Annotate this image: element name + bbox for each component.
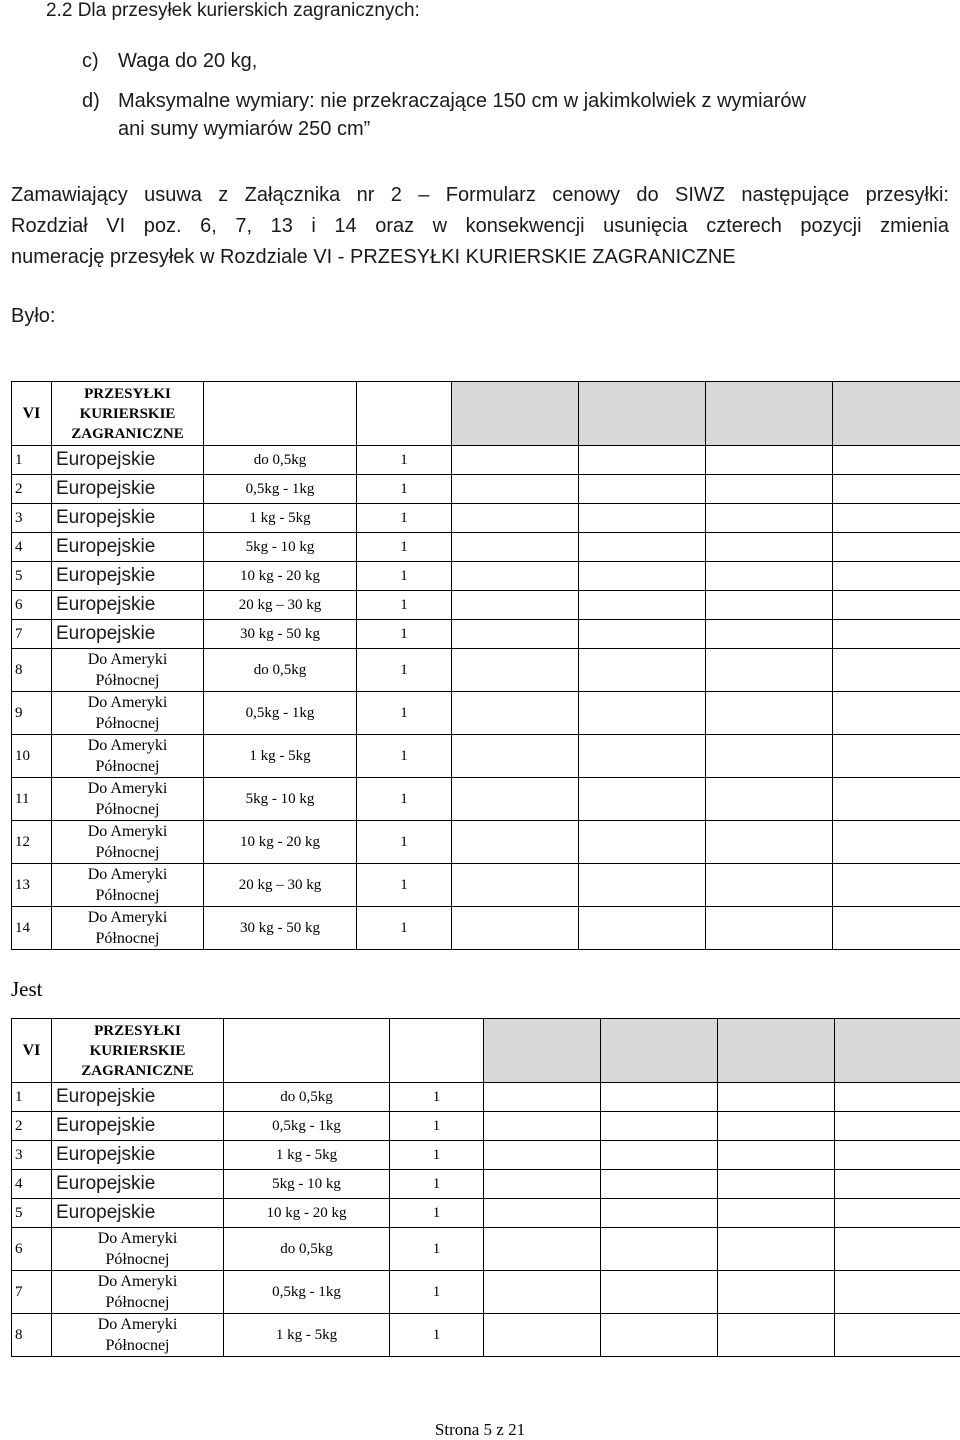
row-destination: Europejskie [52,446,204,475]
row-weight: 30 kg - 50 kg [204,907,357,950]
row-weight: 1 kg - 5kg [224,1314,390,1357]
row-destination: Europejskie [52,1083,224,1112]
paragraph [11,180,949,273]
row-empty-cell [706,504,833,533]
row-empty-cell [579,591,706,620]
row-quantity: 1 [390,1141,484,1170]
header-name-cell [52,382,204,446]
row-weight: 10 kg - 20 kg [204,562,357,591]
row-number: 14 [12,907,52,950]
row-empty-cell [835,1141,960,1170]
row-empty-cell [835,1271,960,1314]
row-weight: 30 kg - 50 kg [204,620,357,649]
header-name-cell [52,1019,224,1083]
row-destination-line-2: Północnej [95,844,160,861]
row-empty-cell [601,1228,718,1271]
row-destination: Europejskie [52,620,204,649]
row-weight: 10 kg - 20 kg [224,1199,390,1228]
row-number: 4 [12,533,52,562]
table-header-row [12,1019,960,1083]
row-weight: 1 kg - 5kg [224,1141,390,1170]
row-empty-cell [601,1170,718,1199]
row-weight: 20 kg – 30 kg [204,864,357,907]
row-number: 3 [12,1141,52,1170]
table-row [12,504,960,533]
row-destination: Europejskie [52,1112,224,1141]
header-empty-cell [452,382,579,446]
row-empty-cell [484,1228,601,1271]
row-empty-cell [601,1314,718,1357]
row-quantity: 1 [357,562,452,591]
row-empty-cell [833,907,960,950]
row-empty-cell [601,1083,718,1112]
row-weight: 0,5kg - 1kg [204,475,357,504]
row-quantity: 1 [357,620,452,649]
table-row [12,562,960,591]
row-destination-line-2: Północnej [95,887,160,904]
row-empty-cell [718,1228,835,1271]
row-number: 1 [12,1083,52,1112]
row-destination: Europejskie [52,562,204,591]
row-destination [52,1271,224,1314]
table-row [12,821,960,864]
row-empty-cell [452,821,579,864]
row-empty-cell [452,778,579,821]
row-quantity: 1 [357,778,452,821]
row-quantity: 1 [390,1199,484,1228]
row-empty-cell [579,475,706,504]
row-empty-cell [579,446,706,475]
row-weight: 20 kg – 30 kg [204,591,357,620]
row-empty-cell [718,1314,835,1357]
header-empty-cell [706,382,833,446]
row-quantity: 1 [357,821,452,864]
row-empty-cell [452,907,579,950]
row-number: 2 [12,475,52,504]
row-empty-cell [706,692,833,735]
row-empty-cell [579,504,706,533]
item-c-label: c) [82,50,99,72]
row-empty-cell [601,1141,718,1170]
row-empty-cell [484,1083,601,1112]
table-row [12,1112,960,1141]
row-destination-line-1: Do Ameryki [87,694,168,711]
row-weight: do 0,5kg [204,649,357,692]
row-empty-cell [706,562,833,591]
row-empty-cell [579,735,706,778]
table-row [12,1314,960,1357]
row-quantity: 1 [357,692,452,735]
row-empty-cell [484,1170,601,1199]
item-d-text-continued: ani sumy wymiarów 250 cm” [118,118,371,140]
row-destination [52,649,204,692]
row-destination-line-1: Do Ameryki [87,780,168,797]
row-weight: do 0,5kg [224,1228,390,1271]
row-destination-line-1: Do Ameryki [87,909,168,926]
row-quantity: 1 [390,1112,484,1141]
row-destination-line-2: Północnej [105,1294,170,1311]
paragraph-line-3: numerację przesyłek w Rozdziale VI - PRZESYŁKI KURIERSKIE ZAGRANICZNE [11,246,736,268]
row-destination [52,735,204,778]
row-weight: 1 kg - 5kg [204,735,357,778]
row-weight: 5kg - 10 kg [204,778,357,821]
row-weight: 5kg - 10 kg [224,1170,390,1199]
row-destination [52,1314,224,1357]
row-empty-cell [452,446,579,475]
row-empty-cell [706,864,833,907]
header-name-line: ZAGRANICZNE [71,425,184,442]
paragraph-line-1: Zamawiający usuwa z Załącznika nr 2 – Formularz cenowy do SIWZ następujące przesyłki: [11,184,949,206]
row-quantity: 1 [357,591,452,620]
row-weight: do 0,5kg [224,1083,390,1112]
row-number: 8 [12,649,52,692]
row-empty-cell [833,821,960,864]
row-weight: 0,5kg - 1kg [204,692,357,735]
row-empty-cell [706,649,833,692]
row-empty-cell [833,649,960,692]
row-empty-cell [484,1141,601,1170]
row-quantity: 1 [357,864,452,907]
row-empty-cell [833,475,960,504]
row-empty-cell [833,562,960,591]
row-destination [52,1228,224,1271]
row-quantity: 1 [357,475,452,504]
row-destination-line-1: Do Ameryki [87,737,168,754]
row-destination [52,778,204,821]
row-empty-cell [452,735,579,778]
row-quantity: 1 [357,907,452,950]
row-destination [52,692,204,735]
row-destination [52,907,204,950]
header-empty-cell [390,1019,484,1083]
row-quantity: 1 [390,1170,484,1199]
row-destination: Europejskie [52,591,204,620]
row-empty-cell [835,1199,960,1228]
item-d-label-visible: d) [82,90,100,112]
row-empty-cell [452,692,579,735]
row-empty-cell [718,1271,835,1314]
header-section-cell: VI [12,1019,52,1083]
row-empty-cell [452,562,579,591]
row-empty-cell [833,735,960,778]
row-empty-cell [452,649,579,692]
row-destination-line-2: Północnej [95,672,160,689]
row-number: 6 [12,591,52,620]
header-name-line: PRZESYŁKI [84,385,171,402]
row-number: 7 [12,1271,52,1314]
row-empty-cell [484,1199,601,1228]
row-destination: Europejskie [52,475,204,504]
row-number: 13 [12,864,52,907]
header-empty-cell [484,1019,601,1083]
row-empty-cell [706,475,833,504]
table-row [12,1271,960,1314]
row-destination: Europejskie [52,1199,224,1228]
row-destination-line-1: Do Ameryki [97,1273,178,1290]
row-empty-cell [833,504,960,533]
row-empty-cell [833,692,960,735]
row-empty-cell [718,1112,835,1141]
row-number: 4 [12,1170,52,1199]
row-number: 2 [12,1112,52,1141]
row-empty-cell [452,533,579,562]
table-row [12,591,960,620]
row-destination-line-2: Północnej [95,930,160,947]
header-empty-cell [579,382,706,446]
header-name-line: ZAGRANICZNE [81,1062,194,1079]
row-empty-cell [452,504,579,533]
table-bylo [11,381,960,950]
table-row [12,1228,960,1271]
row-empty-cell [718,1141,835,1170]
row-destination: Europejskie [52,504,204,533]
row-empty-cell [452,864,579,907]
table-row [12,649,960,692]
row-destination-line-1: Do Ameryki [87,866,168,883]
row-empty-cell [452,591,579,620]
row-quantity: 1 [357,504,452,533]
row-number: 7 [12,620,52,649]
table-header-row [12,382,960,446]
table-row [12,533,960,562]
header-name-line: PRZESYŁKI [94,1022,181,1039]
row-empty-cell [835,1170,960,1199]
row-weight: 0,5kg - 1kg [224,1112,390,1141]
row-empty-cell [833,591,960,620]
row-empty-cell [706,821,833,864]
row-empty-cell [452,475,579,504]
row-empty-cell [833,620,960,649]
row-destination-line-1: Do Ameryki [87,651,168,668]
row-destination-line-2: Północnej [95,801,160,818]
row-number: 6 [12,1228,52,1271]
row-weight: 0,5kg - 1kg [224,1271,390,1314]
section-heading: 2.2 Dla przesyłek kurierskich zagranicznych: [46,0,420,21]
row-quantity: 1 [357,649,452,692]
header-empty-cell [204,382,357,446]
row-weight: do 0,5kg [204,446,357,475]
row-empty-cell [706,446,833,475]
row-empty-cell [484,1271,601,1314]
header-name-line: KURIERSKIE [89,1042,186,1059]
row-empty-cell [835,1112,960,1141]
bylo-label: Było: [11,305,56,327]
header-empty-cell [357,382,452,446]
page-number: Strona 5 z 21 [434,1420,526,1439]
table-row [12,1083,960,1112]
header-empty-cell [718,1019,835,1083]
row-quantity: 1 [357,735,452,778]
header-section-cell: VI [12,382,52,446]
item-d [82,90,904,113]
row-empty-cell [835,1228,960,1271]
row-destination: Europejskie [52,1170,224,1199]
header-empty-cell [835,1019,960,1083]
row-quantity: 1 [390,1228,484,1271]
row-weight: 5kg - 10 kg [204,533,357,562]
row-number: 5 [12,1199,52,1228]
row-number: 3 [12,504,52,533]
table-row [12,735,960,778]
item-c-text: Waga do 20 kg, [118,50,258,72]
row-empty-cell [579,533,706,562]
header-empty-cell [224,1019,390,1083]
row-destination-line-2: Północnej [95,715,160,732]
table-row [12,1141,960,1170]
row-empty-cell [706,533,833,562]
row-destination [52,821,204,864]
row-empty-cell [706,778,833,821]
row-destination-line-1: Do Ameryki [97,1230,178,1247]
table-row [12,864,960,907]
row-destination: Europejskie [52,533,204,562]
row-empty-cell [833,778,960,821]
row-destination [52,864,204,907]
row-empty-cell [718,1083,835,1112]
row-destination: Europejskie [52,1141,224,1170]
item-d-text: Maksymalne wymiary: nie przekraczające 150 cm w jakimkolwiek z wymiarów [118,90,806,112]
row-empty-cell [601,1199,718,1228]
row-number: 8 [12,1314,52,1357]
header-name-line: KURIERSKIE [79,405,176,422]
row-empty-cell [601,1271,718,1314]
row-quantity: 1 [390,1271,484,1314]
row-destination-line-2: Północnej [105,1337,170,1354]
row-quantity: 1 [390,1314,484,1357]
row-empty-cell [706,620,833,649]
row-quantity: 1 [357,446,452,475]
row-weight: 10 kg - 20 kg [204,821,357,864]
row-empty-cell [579,821,706,864]
row-empty-cell [718,1199,835,1228]
jest-label: Jest [11,977,43,1001]
row-number: 10 [12,735,52,778]
row-empty-cell [579,649,706,692]
row-destination-line-2: Północnej [105,1251,170,1268]
row-destination-line-2: Północnej [95,758,160,775]
header-empty-cell [833,382,960,446]
row-number: 12 [12,821,52,864]
row-destination-line-1: Do Ameryki [87,823,168,840]
table-row [12,620,960,649]
row-quantity: 1 [390,1083,484,1112]
row-quantity: 1 [357,533,452,562]
row-empty-cell [484,1314,601,1357]
row-empty-cell [452,620,579,649]
row-empty-cell [833,533,960,562]
row-empty-cell [579,562,706,591]
header-empty-cell [601,1019,718,1083]
table-jest [11,1018,960,1357]
item-c [82,50,257,73]
row-empty-cell [706,907,833,950]
table-row [12,778,960,821]
row-empty-cell [579,864,706,907]
table-row [12,446,960,475]
row-empty-cell [579,692,706,735]
row-empty-cell [835,1083,960,1112]
row-empty-cell [718,1170,835,1199]
row-empty-cell [835,1314,960,1357]
row-empty-cell [601,1112,718,1141]
row-empty-cell [833,864,960,907]
row-destination-line-1: Do Ameryki [97,1316,178,1333]
row-empty-cell [706,735,833,778]
paragraph-line-2: Rozdział VI poz. 6, 7, 13 i 14 oraz w konsekwencji usunięcia czterech pozycji zmienia [11,215,949,237]
table-row [12,475,960,504]
row-number: 5 [12,562,52,591]
row-number: 11 [12,778,52,821]
row-empty-cell [484,1112,601,1141]
row-empty-cell [579,778,706,821]
row-number: 9 [12,692,52,735]
row-number: 1 [12,446,52,475]
row-empty-cell [833,446,960,475]
row-empty-cell [579,907,706,950]
table-row [12,1170,960,1199]
row-empty-cell [579,620,706,649]
row-empty-cell [706,591,833,620]
table-row [12,1199,960,1228]
table-row [12,692,960,735]
row-weight: 1 kg - 5kg [204,504,357,533]
table-row [12,907,960,950]
